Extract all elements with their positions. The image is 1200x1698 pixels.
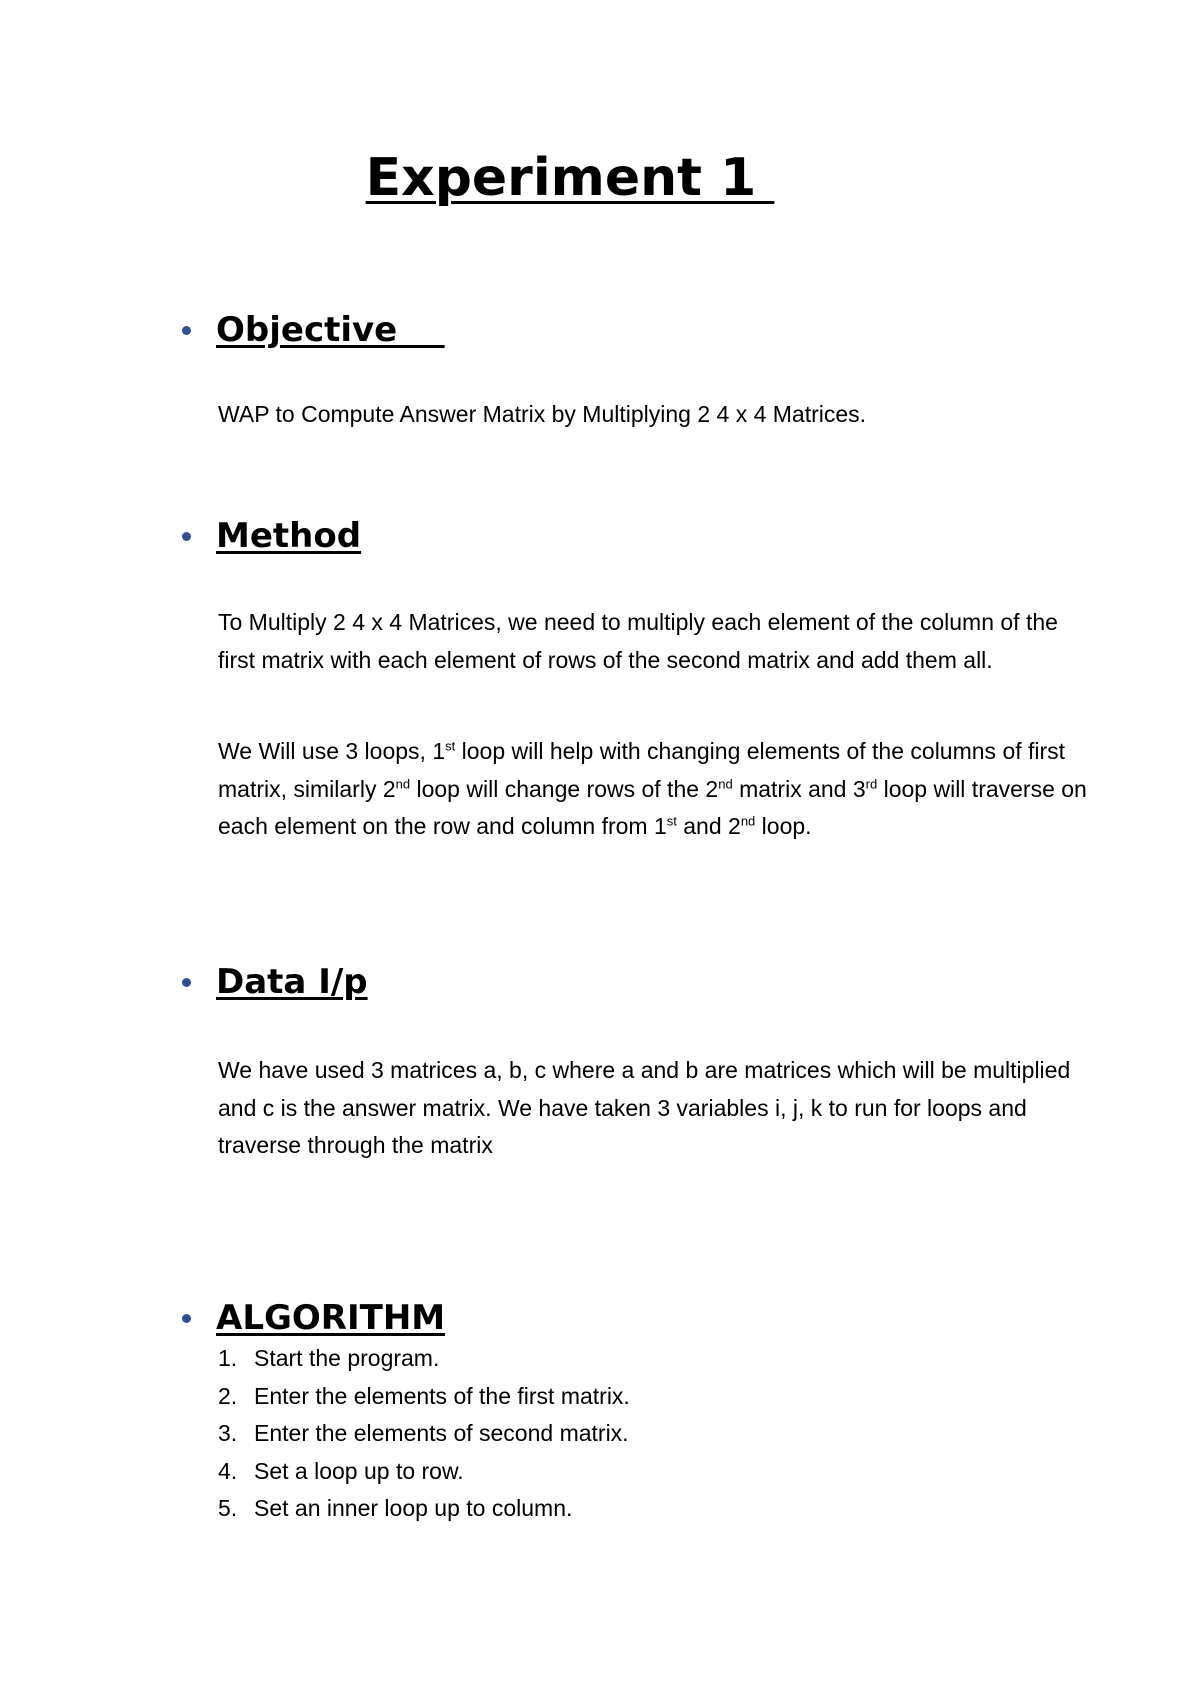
method-paragraph-2: We Will use 3 loops, 1st loop will help with changing elements of the columns of first matrix, similarly 2nd loop will change rows of the 2nd matrix and 3rd loop will traverse on each element on the row and column from 1st and 2nd loop.	[218, 738, 1087, 839]
section-data-ip-heading	[182, 962, 368, 1002]
bullet-icon	[182, 978, 191, 987]
algorithm-steps-list	[218, 1340, 630, 1528]
section-algorithm-heading	[182, 1298, 445, 1338]
bullet-icon	[182, 532, 191, 541]
section-objective-heading	[182, 310, 445, 350]
data-ip-heading: Data I/p	[216, 962, 368, 1002]
list-item: 4. Set a loop up to row.	[218, 1457, 464, 1484]
data-ip-text: We have used 3 matrices a, b, c where a and b are matrices which will be multiplied and c is the answer matrix. We have taken 3 variables i, j, k to run for loops and traverse through the matrix	[218, 1057, 1071, 1158]
algorithm-heading: ALGORITHM	[216, 1298, 446, 1338]
page-title: Experiment 1	[365, 148, 775, 208]
list-item: 1. Start the program.	[218, 1345, 440, 1371]
list-item: 2. Enter the elements of the first matrix.	[218, 1382, 630, 1409]
bullet-icon	[182, 326, 191, 335]
method-heading: Method	[216, 516, 362, 556]
objective-heading: Objective	[216, 310, 445, 350]
list-item: 3. Enter the elements of second matrix.	[218, 1420, 629, 1446]
objective-text: WAP to Compute Answer Matrix by Multiplying 2 4 x 4 Matrices.	[218, 401, 867, 427]
section-method-heading	[182, 516, 361, 556]
bullet-icon	[182, 1314, 191, 1323]
list-item: 5. Set an inner loop up to column.	[218, 1495, 573, 1521]
method-paragraph-1: To Multiply 2 4 x 4 Matrices, we need to multiply each element of the column of the first matrix with each element of rows of the second matrix and add them all.	[218, 609, 1058, 673]
